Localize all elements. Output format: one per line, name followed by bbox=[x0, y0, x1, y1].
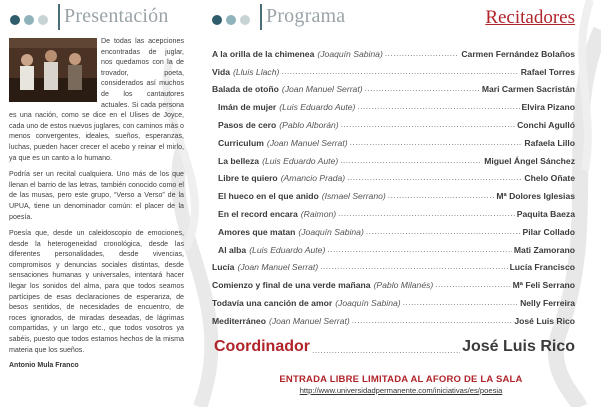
dot-mid-icon bbox=[24, 15, 34, 25]
reciter-name: Carmen Fernández Bolaños bbox=[461, 48, 575, 59]
program-list bbox=[212, 41, 575, 326]
poet-name: (Joan Manuel Serrat) bbox=[268, 315, 350, 326]
reciter-name: Mª Dolores Iglesias bbox=[496, 191, 575, 202]
dot-leader bbox=[365, 84, 480, 94]
dot-leader bbox=[366, 227, 521, 237]
poem-title: Imán de mujer bbox=[218, 102, 277, 113]
coordinator-row bbox=[214, 338, 575, 356]
dot-leader bbox=[435, 280, 510, 290]
poem-title: Todavía una canción de amor bbox=[212, 297, 333, 308]
reciter-name: Mati Zamorano bbox=[513, 244, 575, 255]
poet-name: (Pablo Milanés) bbox=[373, 280, 434, 291]
poet-name: (Pablo Alborán) bbox=[279, 119, 339, 130]
dot-leader bbox=[340, 156, 482, 166]
header-divider bbox=[260, 4, 262, 30]
poem-title: Vida bbox=[212, 66, 230, 77]
poem-title: Lucía bbox=[212, 262, 235, 273]
poem-title: Libre te quiero bbox=[218, 173, 278, 184]
presentacion-paragraph-3: Poesía que, desde un caleidoscopio de emociones, desde la heterogeneidad cronológica, desde las diferentes personalidades, desde vivencias, compromisos y denuncias sociales distintas, desde sensaciones humanas y universales, intentará hacer llegar los sonidos del alma, para que todos seamos partícipes de esas declaraciones de esperanza, de besos sentidos, de necesidades de encuentro, de roces ignorados, de miradas deseadas, de lágrimas compartidas, y un largo etc., que todos vosotros ya sabéis, puesto que todos estamos hechos de la misma materia que los sueños. bbox=[9, 229, 184, 354]
header-divider bbox=[58, 4, 60, 30]
program-row bbox=[212, 183, 575, 201]
poem-title: Pasos de cero bbox=[218, 119, 277, 130]
dot-leader bbox=[327, 245, 512, 255]
reciter-name: Rafaela Lillo bbox=[524, 137, 575, 148]
poet-name: (Joaquín Sabina) bbox=[317, 48, 383, 59]
poet-name: (Joan Manuel Serrat) bbox=[266, 137, 348, 148]
reciter-name: Conchi Agulló bbox=[517, 119, 575, 130]
program-row bbox=[212, 148, 575, 166]
reciter-name: Lucía Francisco bbox=[509, 262, 575, 273]
dot-light-icon bbox=[38, 15, 48, 25]
reciter-name: Elvira Pizano bbox=[521, 102, 575, 113]
programa-title: Programa bbox=[266, 5, 346, 27]
program-row bbox=[212, 41, 575, 59]
poem-title: Amores que matan bbox=[218, 226, 296, 237]
poet-name: (Joaquín Sabina) bbox=[335, 297, 401, 308]
entrada-libre-notice: ENTRADA LIBRE LIMITADA AL AFORO DE LA SALA bbox=[279, 374, 523, 385]
program-row bbox=[212, 166, 575, 184]
program-row bbox=[212, 237, 575, 255]
presentacion-title: Presentación bbox=[64, 5, 169, 27]
reciter-name: Nelly Ferreira bbox=[520, 297, 575, 308]
reciter-name: José Luis Rico bbox=[514, 315, 575, 326]
reciter-name: Miguel Ángel Sánchez bbox=[484, 155, 575, 166]
dot-leader bbox=[312, 346, 460, 356]
recitadores-title: Recitadores bbox=[485, 7, 575, 28]
dot-leader bbox=[403, 298, 518, 308]
dot-leader bbox=[350, 138, 523, 148]
dot-light-icon bbox=[240, 15, 250, 25]
poet-name: (Luis Eduardo Aute) bbox=[249, 244, 326, 255]
dot-leader bbox=[281, 67, 518, 77]
coordinator-label: Coordinador bbox=[214, 338, 310, 355]
program-row bbox=[212, 219, 575, 237]
program-row bbox=[212, 272, 575, 290]
author-name: Antonio Mula Franco bbox=[9, 362, 79, 370]
reciter-name: Rafael Torres bbox=[520, 66, 575, 77]
reciter-name: Pilar Collado bbox=[522, 226, 575, 237]
website-link[interactable]: http://www.universidadpermanente.com/iniciativas/es/poesia bbox=[299, 386, 503, 395]
poem-title: Mediterráneo bbox=[212, 315, 266, 326]
poem-title: La belleza bbox=[218, 155, 260, 166]
program-row bbox=[212, 77, 575, 95]
poem-title: Balada de otoño bbox=[212, 84, 279, 95]
reciter-name: Mari Carmen Sacristán bbox=[481, 84, 575, 95]
dot-dark-icon bbox=[10, 15, 20, 25]
poem-title: Curriculum bbox=[218, 137, 264, 148]
presentacion-paragraph-2: Podría ser un recital cualquiera. Uno más de los que llenan el barrio de las letras, también conocido como el de las musas, pero este grupo, “Verso a Verso” de la UPUA, tiene un denominador común: el placer de la poesía. bbox=[9, 170, 184, 221]
poet-name: (Luis Eduardo Aute) bbox=[279, 102, 356, 113]
program-row bbox=[212, 94, 575, 112]
program-row bbox=[212, 201, 575, 219]
poet-name: (Amancio Prada) bbox=[280, 173, 346, 184]
poem-title: Al alba bbox=[218, 244, 247, 255]
program-row bbox=[212, 255, 575, 273]
program-row bbox=[212, 308, 575, 326]
dot-leader bbox=[320, 262, 507, 272]
program-row bbox=[212, 130, 575, 148]
poet-name: (Ismael Serrano) bbox=[321, 191, 386, 202]
dot-leader bbox=[341, 120, 515, 130]
poet-name: (Joaquín Sabina) bbox=[298, 226, 364, 237]
dot-leader bbox=[357, 102, 519, 112]
reciter-name: Mª Feli Serrano bbox=[512, 280, 575, 291]
coordinator-name: José Luis Rico bbox=[462, 338, 575, 355]
presentacion-body bbox=[9, 36, 184, 372]
programa-header bbox=[210, 6, 400, 30]
program-row bbox=[212, 59, 575, 77]
dot-leader bbox=[347, 173, 522, 183]
poet-name: (Luis Eduardo Aute) bbox=[262, 155, 339, 166]
presentacion-header bbox=[8, 6, 198, 30]
dot-leader bbox=[352, 316, 513, 326]
dot-leader bbox=[338, 209, 515, 219]
poem-title: Comienzo y final de una verde mañana bbox=[212, 280, 371, 291]
dot-dark-icon bbox=[212, 15, 222, 25]
reciter-name: Paquita Baeza bbox=[516, 208, 575, 219]
program-row bbox=[212, 290, 575, 308]
reciter-name: Chelo Oñate bbox=[524, 173, 575, 184]
poet-name: (Lluis Llach) bbox=[233, 66, 280, 77]
poem-title: El hueco en el que anido bbox=[218, 191, 319, 202]
dot-leader bbox=[388, 191, 495, 201]
poet-name: (Raimon) bbox=[300, 208, 337, 219]
poem-title: A la orilla de la chimenea bbox=[212, 48, 315, 59]
poet-name: (Joan Manuel Serrat) bbox=[237, 262, 319, 273]
program-row bbox=[212, 112, 575, 130]
dot-mid-icon bbox=[226, 15, 236, 25]
poem-title: En el record encara bbox=[218, 208, 298, 219]
presentacion-paragraph-1: De todas las acepciones encontradas de juglar, nos quedamos con la de trovador, poeta, considerados así muchos de los cantautores actuales. Si cada persona es una nación, como se dice en el Ulises de Joyce, cada uno de estos nuevos juglares, con caminos más o menos convergentes, ideales, sueños, esperanzas, luchas, pueden hacer crecer el acebo y reinar el mirlo, ya que es un canto a lo humano. bbox=[9, 37, 184, 162]
dot-leader bbox=[385, 49, 460, 59]
poet-name: (Joan Manuel Serrat) bbox=[281, 84, 363, 95]
